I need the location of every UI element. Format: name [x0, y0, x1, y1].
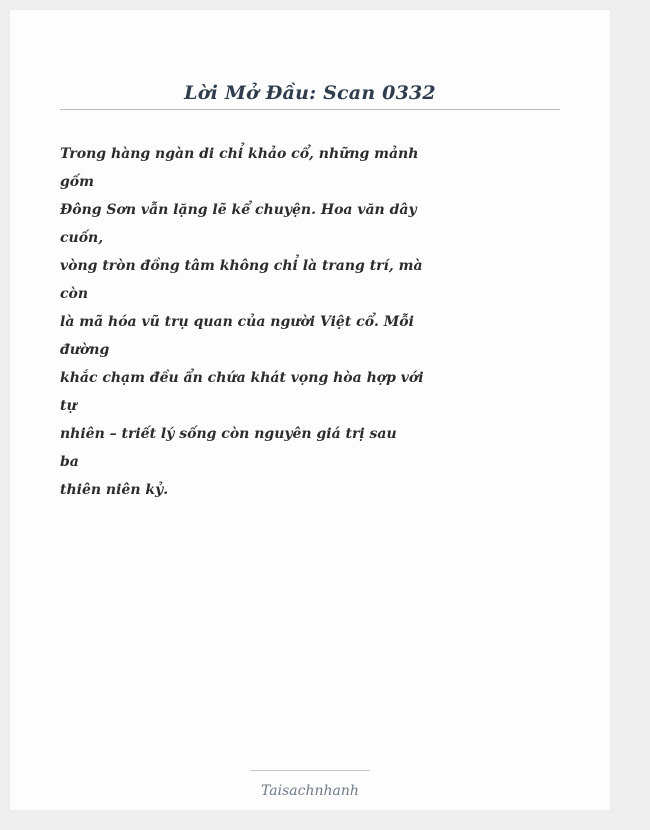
- footer-credit: Taisachnhanh: [261, 783, 359, 799]
- text-line: nhiên – triết lý sống còn nguyên giá trị sau: [60, 426, 397, 442]
- title-divider: [60, 109, 560, 110]
- text-line: cuốn,: [60, 230, 104, 246]
- text-line: gốm: [60, 174, 94, 190]
- footer-divider: [250, 770, 370, 771]
- text-line: thiên niên kỷ.: [60, 482, 169, 498]
- page-title: Lời Mở Đầu: Scan 0332: [184, 82, 436, 104]
- text-line: vòng tròn đồng tâm không chỉ là trang trí, mà: [60, 258, 423, 274]
- document-page: [10, 10, 610, 810]
- text-line: tự: [60, 398, 77, 414]
- text-line: đường: [60, 342, 110, 358]
- text-line: là mã hóa vũ trụ quan của người Việt cổ. Mỗi: [60, 314, 414, 330]
- text-line: ba: [60, 454, 79, 470]
- text-line: khắc chạm đều ẩn chứa khát vọng hòa hợp với: [60, 370, 424, 386]
- text-line: Trong hàng ngàn di chỉ khảo cổ, những mảnh: [60, 146, 419, 162]
- text-line: còn: [60, 286, 89, 302]
- body-text: [60, 140, 424, 504]
- text-line: Đông Sơn vẫn lặng lẽ kể chuyện. Hoa văn dây: [60, 202, 417, 218]
